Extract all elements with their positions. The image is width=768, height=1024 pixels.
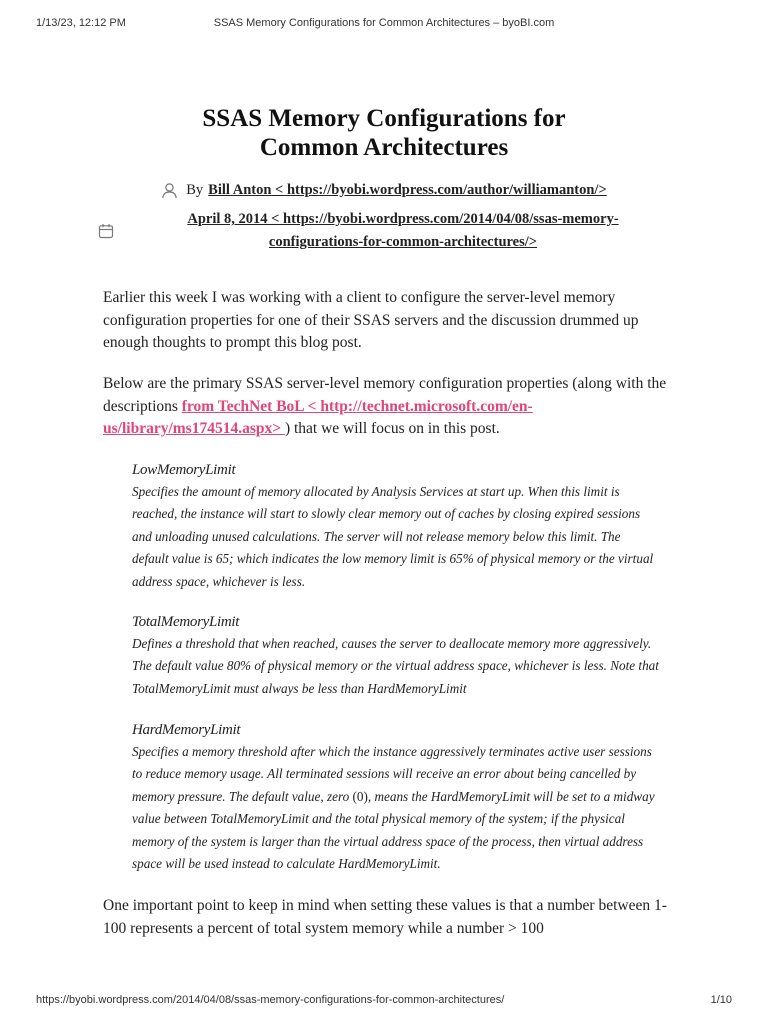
- property-lowmemorylimit: [132, 459, 660, 593]
- print-url: https://byobi.wordpress.com/2014/04/08/ssas-memory-configurations-for-common-architectures/: [36, 994, 505, 1006]
- description-zero: (0): [352, 788, 368, 804]
- print-footer: [0, 994, 768, 1008]
- intro-paragraph: Earlier this week I was working with a client to configure the server-level memory configuration properties for one of their SSAS servers and the discussion drummed up enough thoughts to prompt this blog post.: [103, 289, 639, 351]
- date-link[interactable]: [187, 211, 618, 250]
- user-icon: [161, 182, 178, 199]
- property-description: Defines a threshold that when reached, causes the server to deallocate memory more aggressively. The default value 80% of physical memory or the virtual address space, whichever is less. Note that TotalMemoryLimit must always be less than HardMemoryLimit: [132, 636, 659, 696]
- author-link[interactable]: Bill Anton < https://byobi.wordpress.com/author/williamanton/>: [208, 182, 607, 198]
- description-part1: Specifies a memory threshold after which the instance aggressively terminates active user sessions to reduce memory usage. All terminated sessions will receive an error about being cancelled by memory pressure. The default value, zero: [132, 744, 652, 804]
- settings-paragraph: One important point to keep in mind when setting these values is that a number between 1-100 represents a percent of total system memory while a number > 100: [103, 897, 667, 937]
- print-datetime: 1/13/23, 12:12 PM: [36, 17, 126, 29]
- article-title: [120, 104, 648, 162]
- print-header: [0, 17, 768, 31]
- print-page-number: 1/10: [710, 994, 732, 1006]
- technet-link[interactable]: from TechNet BoL < http://technet.microsoft.com/en-us/library/ms174514.aspx>: [103, 397, 533, 437]
- date-link-line1: April 8, 2014 < https://byobi.wordpress.com/2014/04/08/ssas-memory-: [187, 211, 619, 227]
- paragraph2-text-before: Below are the primary SSAS server-level memory configuration properties (along with the descriptions: [103, 375, 667, 415]
- article-date: [98, 208, 678, 254]
- property-hardmemorylimit: [132, 719, 660, 875]
- article-title-line1: SSAS Memory Configurations for: [202, 105, 566, 132]
- print-page-title: SSAS Memory Configurations for Common Architectures – byoBI.com: [213, 17, 555, 29]
- property-description: Specifies the amount of memory allocated by Analysis Services at start up. When this limit is reached, the instance will start to slowly clear memory out of caches by closing expired sessions and unloading unused calculations. The server will not release memory below this limit. The default value is 65; which indicates the low memory limit is 65% of physical memory or the virtual address space, whichever is less.: [132, 484, 654, 589]
- property-name: LowMemoryLimit: [132, 462, 236, 478]
- article-author: [60, 180, 708, 200]
- description-part2: , means the HardMemoryLimit will be set to a midway value between TotalMemoryLimit and the total physical memory of the system; if the physical memory of the system is larger than the virtual address space of the process, then virtual address space will be used instead to calculate HardMemoryLimit.: [132, 788, 655, 872]
- property-description: [132, 741, 660, 875]
- calendar-icon: [98, 223, 114, 239]
- property-name: HardMemoryLimit: [132, 722, 241, 738]
- date-link-line2: configurations-for-common-architectures/>: [268, 234, 538, 250]
- properties-intro-paragraph: [103, 373, 667, 441]
- author-prefix: By: [186, 182, 204, 198]
- article-title-line2: Common Architectures: [259, 134, 509, 161]
- property-totalmemorylimit: [132, 611, 660, 700]
- paragraph2-text-after: ) that we will focus on in this post.: [284, 420, 500, 437]
- property-name: TotalMemoryLimit: [132, 614, 240, 630]
